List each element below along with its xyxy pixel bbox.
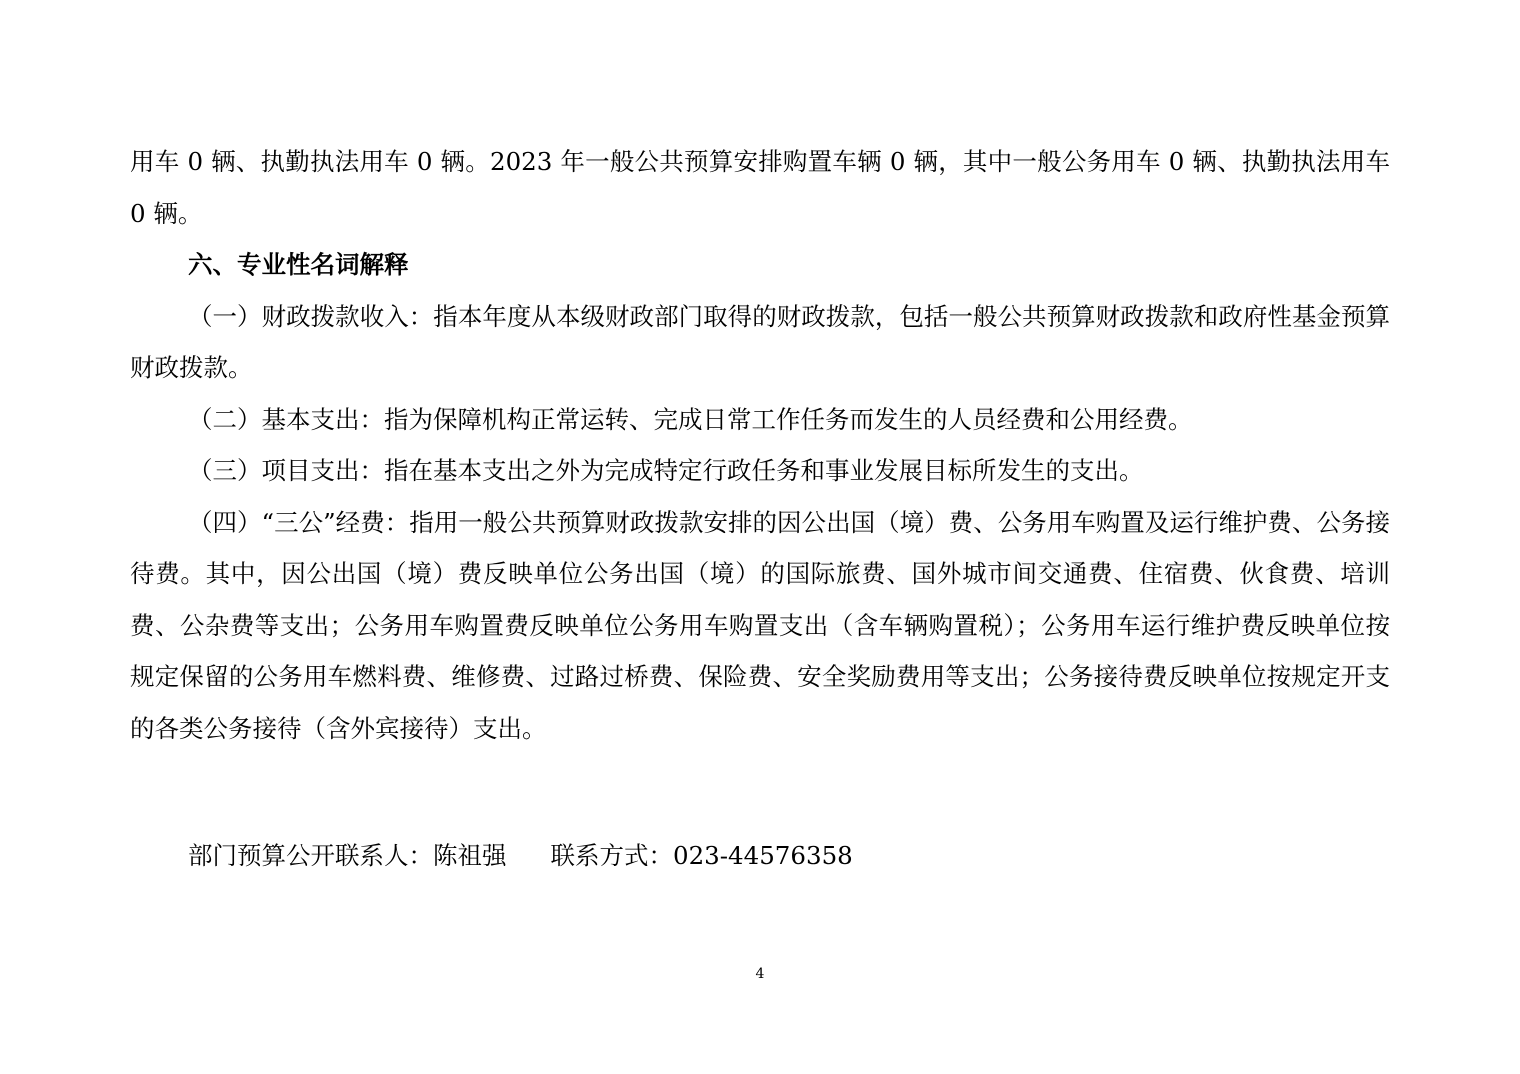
paragraph-project-expenditure: （三）项目支出：指在基本支出之外为完成特定行政任务和事业发展目标所发生的支出。 [188, 456, 1144, 485]
contact-line [188, 834, 853, 878]
paragraph-three-public-expenses: （四）“三公”经费：指用一般公共预算财政拨款安排的因公出国（境）费、公务用车购置及运行维护费、公务接待费。其中，因公出国（境）费反映单位公务出国（境）的国际旅费、国外城市间交通费、住宿费、伙食费、培训费、公杂费等支出；公务用车购置费反映单位公务用车购置支出（含车辆购置税）；公务用车运行维护费反映单位按规定保留的公务用车燃料费、维修费、过路过桥费、保险费、安全奖励费用等支出；公务接待费反映单位按规定开支的各类公务接待（含外宾接待）支出。 [130, 507, 1390, 743]
body-text [130, 136, 1390, 754]
contact-person: 部门预算公开联系人：陈祖强 [188, 841, 507, 870]
contact-phone: 联系方式：023-44576358 [550, 841, 853, 870]
page-number: 4 [755, 966, 765, 982]
paragraph-fiscal-appropriation: （一）财政拨款收入：指本年度从本级财政部门取得的财政拨款，包括一般公共预算财政拨款和政府性基金预算财政拨款。 [130, 301, 1390, 382]
section-heading: 六、专业性名词解释 [188, 250, 409, 279]
paragraph-vehicles: 用车 0 辆、执勤执法用车 0 辆。2023 年一般公共预算安排购置车辆 0 辆，其中一般公务用车 0 辆、执勤执法用车 0 辆。 [130, 147, 1390, 228]
paragraph-basic-expenditure: （二）基本支出：指为保障机构正常运转、完成日常工作任务而发生的人员经费和公用经费。 [188, 404, 1193, 434]
